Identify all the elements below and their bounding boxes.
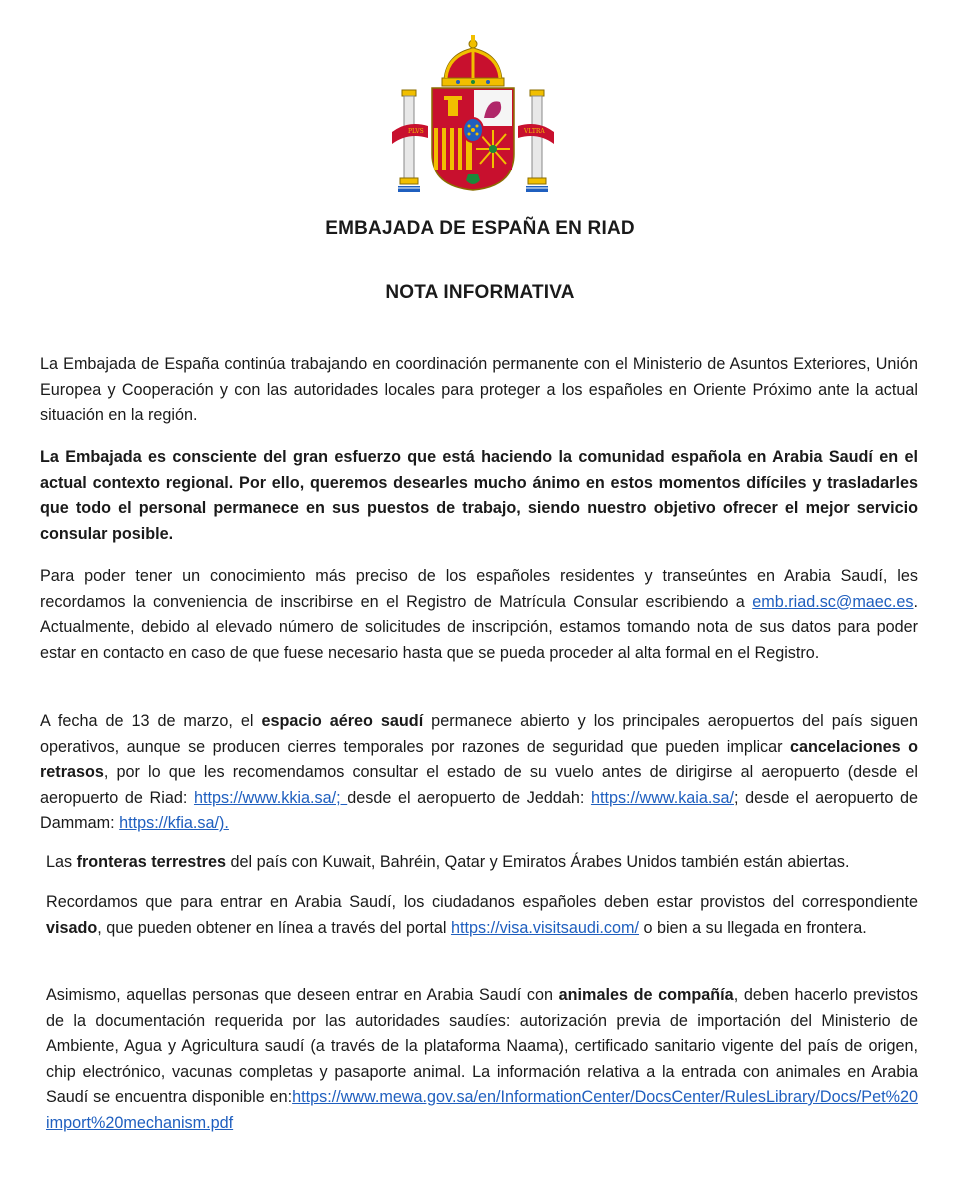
riyadh-airport-link[interactable]: https://www.kkia.sa/;	[193, 788, 348, 807]
crown-icon	[442, 35, 504, 86]
spain-coat-of-arms-emblem	[388, 34, 558, 192]
visa-emphasis: visado	[46, 918, 98, 937]
left-pillar-icon	[398, 90, 420, 192]
paragraph-airspace: A fecha de 13 de marzo, el espacio aéreo saudí permanece abierto y los principales aeropuertos del país siguen operativos, aunque se producen cierres temporales por razones de seguridad que pueden implicar cancelaciones o retrasos, por lo que les recomendamos consultar el estado de su vuelo antes de dirigirse al aeropuerto (desde el aeropuerto de Riad: https://www.kkia.sa/; desde el aeropuerto de Jeddah: https://www.kaia.sa/; desde el aeropuerto de Dammam: https://kfia.sa/).	[40, 712, 918, 832]
mewa-pet-import-link[interactable]: https://www.mewa.gov.sa/en/InformationCenter/DocsCenter/RulesLibrary/Docs/Pet%20import%20mechanism.pdf	[46, 1088, 918, 1132]
embassy-email-link[interactable]: emb.riad.sc@maec.es	[752, 592, 914, 611]
paragraph-visa: Recordamos que para entrar en Arabia Saudí, los ciudadanos españoles deben estar provistos del correspondiente visado, que pueden obtener en línea a través del portal https://visa.visitsaudi.com/ o bien a su llegada en frontera.	[46, 893, 918, 937]
document-type-title: NOTA INFORMATIVA	[385, 282, 575, 303]
paragraph-support-message: La Embajada es consciente del gran esfuerzo que está haciendo la comunidad española en Arabia Saudí en el actual contexto regional. Por ello, queremos desearles mucho ánimo en estos momentos difíciles y trasladarles que todo el personal permanece en sus puestos de trabajo, siendo nuestro objetivo ofrecer el mejor servicio consular posible.	[40, 448, 918, 543]
motto-left: PLVS	[408, 128, 424, 135]
pets-emphasis: animales de compañía	[558, 986, 734, 1004]
visa-portal-link[interactable]: https://visa.visitsaudi.com/	[450, 918, 640, 937]
motto-right: VLTRA	[524, 128, 545, 135]
paragraph-consular-registry: Para poder tener un conocimiento más preciso de los españoles residentes y transeúntes en Arabia Saudí, les recordamos la conveniencia de inscribirse en el Registro de Matrícula Consular escribiendo a emb.riad.sc@maec.es. Actualmente, debido al elevado número de solicitudes de inscripción, estamos tomando nota de sus datos para poder estar en contacto en caso de que fuese necesario hasta que se pueda proceder al alta formal en el Registro.	[40, 567, 918, 662]
land-borders-emphasis: fronteras terrestres	[76, 853, 226, 871]
dammam-airport-link[interactable]: https://kfia.sa/).	[119, 814, 229, 832]
shield-icon	[432, 88, 514, 190]
right-pillar-icon	[526, 90, 548, 192]
jeddah-airport-link[interactable]: https://www.kaia.sa/	[590, 788, 734, 807]
paragraph-pets: Asimismo, aquellas personas que deseen entrar en Arabia Saudí con animales de compañía, deben hacerlo previstos de la documentación requerida por las autoridades saudíes: autorización previa de importación del Ministerio de Ambiente, Agua y Agricultura saudí (a través de la plataforma Naama), certificado sanitario vigente del país de origen, chip electrónico, vacunas completas y pasaporte animal. La información relativa a la entrada con animales en Arabia Saudí se encuentra disponible en:https://www.mewa.gov.sa/en/InformationCenter/DocsCenter/RulesLibrary/Docs/Pet%20import%20mechanism.pdf	[46, 986, 918, 1132]
paragraph-land-borders: Las fronteras terrestres del país con Kuwait, Bahréin, Qatar y Emiratos Árabes Unidos también están abiertas.	[46, 853, 850, 871]
paragraph-coordination: La Embajada de España continúa trabajando en coordinación permanente con el Ministerio de Asuntos Exteriores, Unión Europea y Cooperación y con las autoridades locales para proteger a los españoles en Oriente Próximo ante la actual situación en la región.	[40, 355, 918, 424]
cancellations-emphasis: cancelaciones o retrasos	[40, 737, 918, 781]
embassy-title: EMBAJADA DE ESPAÑA EN RIAD	[325, 218, 635, 239]
airspace-emphasis: espacio aéreo saudí	[261, 712, 424, 730]
